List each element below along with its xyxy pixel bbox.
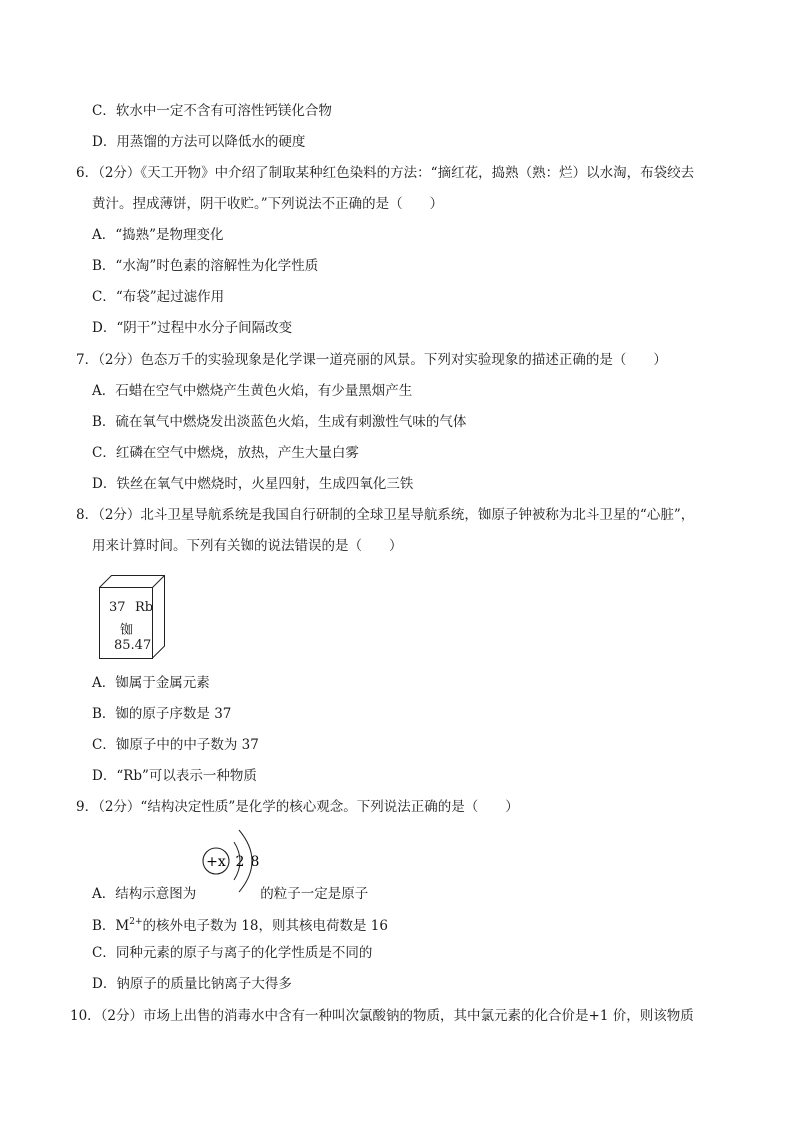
q9-option-b (92, 914, 388, 934)
q5-option-c: C．软水中一定不含有可溶性钙镁化合物 (92, 103, 332, 119)
q9-option-b-pre: B．M (92, 918, 130, 934)
shell2-electrons: 8 (250, 854, 260, 870)
q6-stem-line2: 黄汁。捏成薄饼，阴干收贮。”下列说法不正确的是（ ） (92, 196, 444, 212)
q9-option-b-superscript: 2+ (129, 917, 143, 927)
q9-option-d: D．钠原子的质量比钠离子大得多 (92, 976, 292, 992)
q7-option-a: A．石蜡在空气中燃烧产生黄色火焰，有少量黑烟产生 (92, 383, 413, 399)
q7-option-b: B．硫在氧气中燃烧发出淡蓝色火焰，生成有刺激性气味的气体 (92, 414, 467, 430)
q9-option-a-pre: A．结构示意图为 (92, 886, 197, 902)
shell1-electrons: 2 (235, 854, 245, 870)
q6-option-a: A．“捣熟”是物理变化 (92, 227, 224, 243)
q6-stem-line1: 6．（2分）《天工开物》中介绍了制取某种红色染料的方法：“摘红花，捣熟（熟：烂）以水淘，布袋绞去 (76, 165, 695, 181)
atomic-number: 37 (109, 600, 126, 615)
nucleus-charge: +x (206, 854, 226, 870)
q8-option-c: C．铷原子中的中子数为 37 (92, 737, 259, 753)
q8-option-d: D．“Rb”可以表示一种物质 (92, 768, 257, 784)
q8-stem-line2: 用来计算时间。下列有关铷的说法错误的是（ ） (92, 538, 403, 554)
q10-stem-line1: 10．（2分）市场上出售的消毒水中含有一种叫次氯酸钠的物质，其中氯元素的化合价是+1 价，则该物质 (70, 1008, 694, 1024)
q7-option-c: C．红磷在空气中燃烧，放热，产生大量白雾 (92, 445, 359, 461)
q9-stem-line1: 9．（2分）“结构决定性质”是化学的核心观念。下列说法正确的是（ ） (76, 799, 519, 815)
atomic-mass: 85.47 (114, 638, 152, 653)
q6-option-b: B．“水淘”时色素的溶解性为化学性质 (92, 258, 319, 274)
q9-option-a-post: 的粒子一定是原子 (260, 886, 369, 902)
element-symbol: Rb (135, 600, 154, 615)
q7-option-d: D．铁丝在氧气中燃烧时，火星四射，生成四氧化三铁 (92, 476, 414, 492)
q9-option-a (92, 886, 368, 902)
q8-option-a: A．铷属于金属元素 (92, 675, 210, 691)
q7-stem-line1: 7．（2分）色态万千的实验现象是化学课一道亮丽的风景。下列对实验现象的描述正确的是（ ） (76, 352, 667, 368)
q8-stem-line1: 8．（2分）北斗卫星导航系统是我国自行研制的全球卫星导航系统，铷原子钟被称为北斗卫星的“心脏”， (76, 507, 695, 523)
element-tile-figure (99, 575, 165, 659)
element-name: 铷 (120, 623, 134, 638)
q6-option-d: D．“阴干”过程中水分子间隔改变 (92, 320, 293, 336)
q6-option-c: C．“布袋”起过滤作用 (92, 289, 225, 305)
q8-option-b: B．铷的原子序数是 37 (92, 706, 232, 722)
q9-option-c: C．同种元素的原子与离子的化学性质是不同的 (92, 945, 373, 961)
q9-option-b-post: 的核外电子数为 18，则其核电荷数是 16 (142, 918, 388, 934)
q5-option-d: D．用蒸馏的方法可以降低水的硬度 (92, 134, 306, 150)
